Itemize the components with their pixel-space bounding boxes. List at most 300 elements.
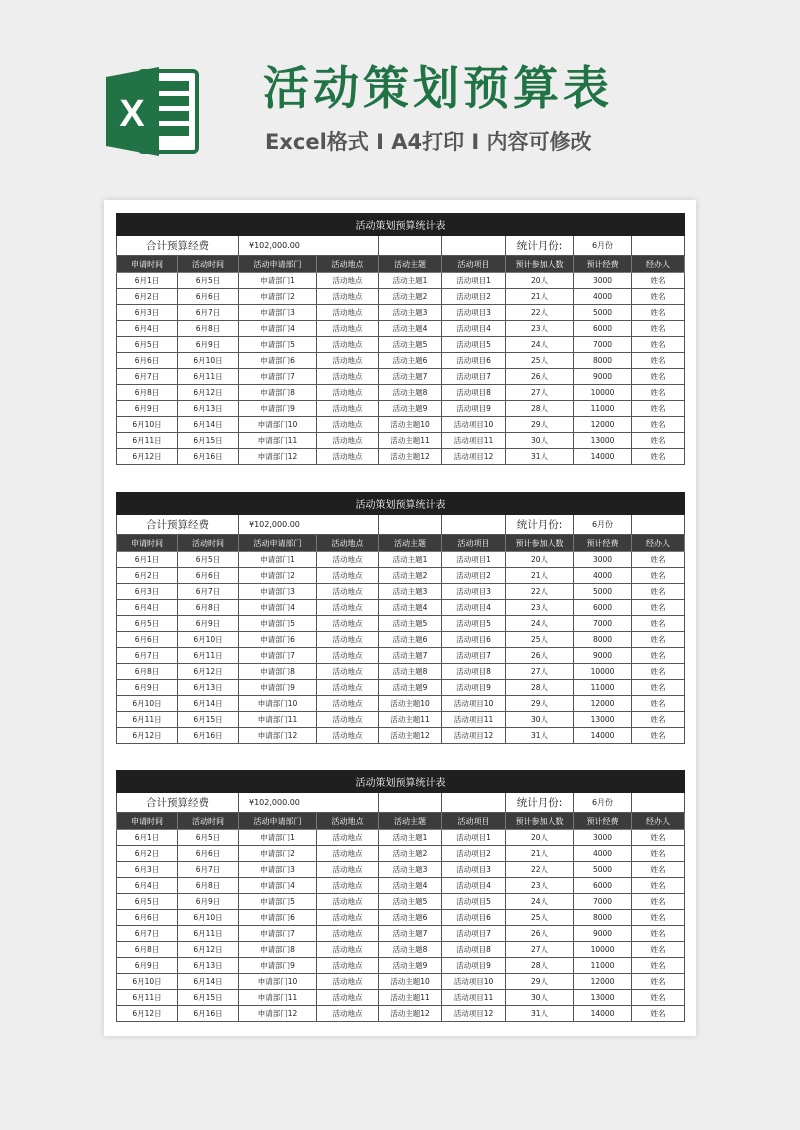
table-cell[interactable]: 11000: [574, 958, 632, 974]
table-cell[interactable]: 6月14日: [178, 696, 239, 712]
table-cell[interactable]: 活动项目10: [442, 417, 506, 433]
table-cell[interactable]: 申请部门12: [239, 728, 317, 744]
table-cell[interactable]: 活动地点: [317, 337, 379, 353]
empty-cell[interactable]: [442, 793, 506, 813]
table-cell[interactable]: 申请部门12: [239, 1006, 317, 1022]
table-cell[interactable]: 6月9日: [178, 337, 239, 353]
table-cell[interactable]: 活动主题3: [379, 584, 442, 600]
table-cell[interactable]: 活动主题1: [379, 552, 442, 568]
table-cell[interactable]: 11000: [574, 680, 632, 696]
table-cell[interactable]: 31人: [506, 728, 574, 744]
table-cell[interactable]: 6月12日: [178, 942, 239, 958]
table-cell[interactable]: 6月10日: [117, 696, 178, 712]
table-cell[interactable]: 6月9日: [117, 958, 178, 974]
table-cell[interactable]: 活动主题4: [379, 321, 442, 337]
table-cell[interactable]: 活动地点: [317, 862, 379, 878]
table-cell[interactable]: 6月7日: [117, 926, 178, 942]
table-cell[interactable]: 6月7日: [178, 305, 239, 321]
table-cell[interactable]: 6月9日: [117, 401, 178, 417]
table-cell[interactable]: 姓名: [632, 305, 685, 321]
table-cell[interactable]: 姓名: [632, 616, 685, 632]
table-cell[interactable]: 6月6日: [117, 910, 178, 926]
table-cell[interactable]: 活动主题4: [379, 600, 442, 616]
table-cell[interactable]: 申请部门3: [239, 862, 317, 878]
empty-cell[interactable]: [442, 236, 506, 256]
table-cell[interactable]: 姓名: [632, 878, 685, 894]
table-cell[interactable]: 6000: [574, 321, 632, 337]
table-cell[interactable]: 申请部门7: [239, 648, 317, 664]
table-cell[interactable]: 8000: [574, 353, 632, 369]
table-cell[interactable]: 活动地点: [317, 632, 379, 648]
table-cell[interactable]: 6月3日: [117, 584, 178, 600]
table-cell[interactable]: 28人: [506, 680, 574, 696]
month-value[interactable]: 6月份: [574, 515, 632, 535]
table-cell[interactable]: 6月8日: [178, 321, 239, 337]
table-cell[interactable]: 6月1日: [117, 273, 178, 289]
table-cell[interactable]: 活动地点: [317, 568, 379, 584]
table-cell[interactable]: 6月15日: [178, 990, 239, 1006]
table-cell[interactable]: 活动项目3: [442, 305, 506, 321]
table-cell[interactable]: 姓名: [632, 958, 685, 974]
table-cell[interactable]: 活动项目1: [442, 830, 506, 846]
table-cell[interactable]: 活动项目9: [442, 958, 506, 974]
table-cell[interactable]: 活动主题4: [379, 878, 442, 894]
table-cell[interactable]: 24人: [506, 894, 574, 910]
table-cell[interactable]: 6月5日: [117, 616, 178, 632]
table-cell[interactable]: 申请部门10: [239, 974, 317, 990]
table-cell[interactable]: 活动项目12: [442, 728, 506, 744]
table-cell[interactable]: 申请部门3: [239, 305, 317, 321]
table-cell[interactable]: 姓名: [632, 353, 685, 369]
table-cell[interactable]: 活动主题5: [379, 337, 442, 353]
table-cell[interactable]: 活动项目3: [442, 862, 506, 878]
table-cell[interactable]: 申请部门3: [239, 584, 317, 600]
table-cell[interactable]: 活动项目2: [442, 568, 506, 584]
table-cell[interactable]: 申请部门7: [239, 926, 317, 942]
table-cell[interactable]: 活动主题5: [379, 616, 442, 632]
table-cell[interactable]: 6月11日: [117, 990, 178, 1006]
table-cell[interactable]: 姓名: [632, 648, 685, 664]
table-cell[interactable]: 6月5日: [178, 830, 239, 846]
empty-cell[interactable]: [632, 793, 685, 813]
table-cell[interactable]: 活动地点: [317, 552, 379, 568]
table-cell[interactable]: 6月16日: [178, 449, 239, 465]
table-cell[interactable]: 28人: [506, 401, 574, 417]
table-cell[interactable]: 活动项目7: [442, 369, 506, 385]
table-cell[interactable]: 5000: [574, 862, 632, 878]
table-cell[interactable]: 活动主题1: [379, 273, 442, 289]
table-cell[interactable]: 活动主题12: [379, 1006, 442, 1022]
table-cell[interactable]: 20人: [506, 830, 574, 846]
table-cell[interactable]: 活动主题9: [379, 958, 442, 974]
table-cell[interactable]: 26人: [506, 926, 574, 942]
table-cell[interactable]: 活动主题12: [379, 449, 442, 465]
table-cell[interactable]: 6月12日: [117, 728, 178, 744]
table-cell[interactable]: 6月11日: [117, 712, 178, 728]
table-cell[interactable]: 姓名: [632, 1006, 685, 1022]
table-cell[interactable]: 24人: [506, 337, 574, 353]
table-cell[interactable]: 6月6日: [117, 632, 178, 648]
table-cell[interactable]: 活动地点: [317, 680, 379, 696]
table-cell[interactable]: 28人: [506, 958, 574, 974]
table-cell[interactable]: 姓名: [632, 910, 685, 926]
table-cell[interactable]: 申请部门11: [239, 712, 317, 728]
month-value[interactable]: 6月份: [574, 236, 632, 256]
table-cell[interactable]: 9000: [574, 648, 632, 664]
table-cell[interactable]: 申请部门5: [239, 894, 317, 910]
table-cell[interactable]: 活动主题11: [379, 712, 442, 728]
table-cell[interactable]: 姓名: [632, 990, 685, 1006]
table-cell[interactable]: 姓名: [632, 974, 685, 990]
table-cell[interactable]: 6月1日: [117, 830, 178, 846]
table-cell[interactable]: 6月5日: [117, 894, 178, 910]
table-cell[interactable]: 活动地点: [317, 648, 379, 664]
table-cell[interactable]: 活动地点: [317, 830, 379, 846]
table-cell[interactable]: 姓名: [632, 712, 685, 728]
table-cell[interactable]: 活动项目7: [442, 648, 506, 664]
table-cell[interactable]: 21人: [506, 568, 574, 584]
table-cell[interactable]: 活动主题7: [379, 648, 442, 664]
table-cell[interactable]: 3000: [574, 830, 632, 846]
table-cell[interactable]: 姓名: [632, 696, 685, 712]
table-cell[interactable]: 活动项目8: [442, 942, 506, 958]
table-cell[interactable]: 6月14日: [178, 417, 239, 433]
table-cell[interactable]: 活动项目11: [442, 990, 506, 1006]
table-cell[interactable]: 6月12日: [178, 385, 239, 401]
table-cell[interactable]: 7000: [574, 894, 632, 910]
table-cell[interactable]: 活动项目2: [442, 846, 506, 862]
table-cell[interactable]: 活动主题10: [379, 974, 442, 990]
table-cell[interactable]: 6月2日: [117, 289, 178, 305]
table-cell[interactable]: 活动地点: [317, 894, 379, 910]
table-cell[interactable]: 申请部门6: [239, 910, 317, 926]
table-cell[interactable]: 20人: [506, 273, 574, 289]
table-cell[interactable]: 活动项目12: [442, 449, 506, 465]
table-cell[interactable]: 6月12日: [117, 1006, 178, 1022]
table-cell[interactable]: 活动主题11: [379, 990, 442, 1006]
table-cell[interactable]: 姓名: [632, 680, 685, 696]
table-cell[interactable]: 姓名: [632, 449, 685, 465]
table-cell[interactable]: 活动地点: [317, 712, 379, 728]
table-cell[interactable]: 活动主题2: [379, 846, 442, 862]
table-cell[interactable]: 活动地点: [317, 664, 379, 680]
table-cell[interactable]: 12000: [574, 417, 632, 433]
table-cell[interactable]: 活动主题6: [379, 910, 442, 926]
table-cell[interactable]: 姓名: [632, 273, 685, 289]
table-cell[interactable]: 10000: [574, 664, 632, 680]
table-cell[interactable]: 30人: [506, 712, 574, 728]
table-cell[interactable]: 6月9日: [117, 680, 178, 696]
table-cell[interactable]: 活动地点: [317, 369, 379, 385]
table-cell[interactable]: 12000: [574, 974, 632, 990]
table-cell[interactable]: 6月6日: [117, 353, 178, 369]
table-cell[interactable]: 3000: [574, 552, 632, 568]
table-cell[interactable]: 活动项目9: [442, 680, 506, 696]
table-cell[interactable]: 6月7日: [178, 584, 239, 600]
table-cell[interactable]: 22人: [506, 584, 574, 600]
table-cell[interactable]: 25人: [506, 353, 574, 369]
table-cell[interactable]: 活动项目5: [442, 337, 506, 353]
table-cell[interactable]: 姓名: [632, 568, 685, 584]
table-cell[interactable]: 7000: [574, 616, 632, 632]
table-cell[interactable]: 活动项目6: [442, 353, 506, 369]
table-cell[interactable]: 姓名: [632, 846, 685, 862]
table-cell[interactable]: 27人: [506, 664, 574, 680]
table-cell[interactable]: 活动项目11: [442, 712, 506, 728]
table-cell[interactable]: 6月10日: [178, 910, 239, 926]
table-cell[interactable]: 13000: [574, 712, 632, 728]
table-cell[interactable]: 6月14日: [178, 974, 239, 990]
table-cell[interactable]: 6000: [574, 878, 632, 894]
table-cell[interactable]: 6月6日: [178, 289, 239, 305]
table-cell[interactable]: 8000: [574, 910, 632, 926]
table-cell[interactable]: 26人: [506, 648, 574, 664]
table-cell[interactable]: 活动项目5: [442, 894, 506, 910]
table-cell[interactable]: 活动项目6: [442, 910, 506, 926]
table-cell[interactable]: 活动项目9: [442, 401, 506, 417]
table-cell[interactable]: 姓名: [632, 632, 685, 648]
table-cell[interactable]: 6月10日: [117, 974, 178, 990]
table-cell[interactable]: 申请部门2: [239, 846, 317, 862]
table-cell[interactable]: 姓名: [632, 894, 685, 910]
empty-cell[interactable]: [379, 515, 442, 535]
table-cell[interactable]: 4000: [574, 568, 632, 584]
table-cell[interactable]: 申请部门4: [239, 878, 317, 894]
table-cell[interactable]: 活动地点: [317, 1006, 379, 1022]
table-cell[interactable]: 活动主题6: [379, 353, 442, 369]
table-cell[interactable]: 申请部门5: [239, 337, 317, 353]
table-cell[interactable]: 22人: [506, 305, 574, 321]
table-cell[interactable]: 姓名: [632, 321, 685, 337]
table-cell[interactable]: 活动主题2: [379, 289, 442, 305]
table-cell[interactable]: 6月5日: [178, 273, 239, 289]
table-cell[interactable]: 姓名: [632, 417, 685, 433]
table-cell[interactable]: 21人: [506, 846, 574, 862]
table-cell[interactable]: 活动地点: [317, 974, 379, 990]
table-cell[interactable]: 申请部门9: [239, 401, 317, 417]
table-cell[interactable]: 6月7日: [117, 648, 178, 664]
table-cell[interactable]: 姓名: [632, 289, 685, 305]
table-cell[interactable]: 6月7日: [117, 369, 178, 385]
table-cell[interactable]: 12000: [574, 696, 632, 712]
table-cell[interactable]: 活动主题10: [379, 417, 442, 433]
table-cell[interactable]: 活动主题3: [379, 305, 442, 321]
table-cell[interactable]: 6月4日: [117, 878, 178, 894]
table-cell[interactable]: 活动主题11: [379, 433, 442, 449]
table-cell[interactable]: 6月16日: [178, 1006, 239, 1022]
table-cell[interactable]: 6月5日: [178, 552, 239, 568]
budget-value[interactable]: ¥102,000.00: [239, 515, 379, 535]
table-cell[interactable]: 姓名: [632, 664, 685, 680]
table-cell[interactable]: 5000: [574, 584, 632, 600]
table-cell[interactable]: 活动主题6: [379, 632, 442, 648]
table-cell[interactable]: 6月13日: [178, 680, 239, 696]
table-cell[interactable]: 6月13日: [178, 958, 239, 974]
table-cell[interactable]: 6月13日: [178, 401, 239, 417]
table-cell[interactable]: 13000: [574, 433, 632, 449]
table-cell[interactable]: 活动项目3: [442, 584, 506, 600]
empty-cell[interactable]: [632, 236, 685, 256]
table-cell[interactable]: 活动主题7: [379, 369, 442, 385]
table-cell[interactable]: 活动地点: [317, 449, 379, 465]
table-cell[interactable]: 21人: [506, 289, 574, 305]
table-cell[interactable]: 29人: [506, 417, 574, 433]
table-cell[interactable]: 23人: [506, 321, 574, 337]
table-cell[interactable]: 申请部门8: [239, 385, 317, 401]
table-cell[interactable]: 9000: [574, 926, 632, 942]
table-cell[interactable]: 活动地点: [317, 728, 379, 744]
table-cell[interactable]: 6月6日: [178, 568, 239, 584]
table-cell[interactable]: 20人: [506, 552, 574, 568]
table-cell[interactable]: 申请部门12: [239, 449, 317, 465]
table-cell[interactable]: 活动地点: [317, 696, 379, 712]
table-cell[interactable]: 活动项目10: [442, 696, 506, 712]
table-cell[interactable]: 姓名: [632, 433, 685, 449]
table-cell[interactable]: 29人: [506, 696, 574, 712]
table-cell[interactable]: 14000: [574, 449, 632, 465]
table-cell[interactable]: 申请部门10: [239, 417, 317, 433]
table-cell[interactable]: 活动项目10: [442, 974, 506, 990]
table-cell[interactable]: 6月10日: [178, 632, 239, 648]
table-cell[interactable]: 申请部门2: [239, 289, 317, 305]
budget-value[interactable]: ¥102,000.00: [239, 793, 379, 813]
table-cell[interactable]: 活动地点: [317, 353, 379, 369]
table-cell[interactable]: 活动项目4: [442, 600, 506, 616]
table-cell[interactable]: 活动项目12: [442, 1006, 506, 1022]
table-cell[interactable]: 6月10日: [117, 417, 178, 433]
table-cell[interactable]: 活动地点: [317, 385, 379, 401]
table-cell[interactable]: 申请部门8: [239, 664, 317, 680]
table-cell[interactable]: 姓名: [632, 728, 685, 744]
table-cell[interactable]: 23人: [506, 600, 574, 616]
table-cell[interactable]: 22人: [506, 862, 574, 878]
table-cell[interactable]: 6月3日: [117, 862, 178, 878]
table-cell[interactable]: 姓名: [632, 552, 685, 568]
table-cell[interactable]: 24人: [506, 616, 574, 632]
table-cell[interactable]: 活动项目8: [442, 385, 506, 401]
table-cell[interactable]: 6月15日: [178, 433, 239, 449]
table-cell[interactable]: 14000: [574, 728, 632, 744]
table-cell[interactable]: 30人: [506, 990, 574, 1006]
table-cell[interactable]: 25人: [506, 910, 574, 926]
table-cell[interactable]: 活动地点: [317, 433, 379, 449]
table-cell[interactable]: 申请部门1: [239, 830, 317, 846]
table-cell[interactable]: 9000: [574, 369, 632, 385]
budget-value[interactable]: ¥102,000.00: [239, 236, 379, 256]
table-cell[interactable]: 6月4日: [117, 600, 178, 616]
table-cell[interactable]: 申请部门11: [239, 990, 317, 1006]
table-cell[interactable]: 活动地点: [317, 942, 379, 958]
table-cell[interactable]: 活动主题9: [379, 680, 442, 696]
table-cell[interactable]: 申请部门5: [239, 616, 317, 632]
table-cell[interactable]: 31人: [506, 449, 574, 465]
table-cell[interactable]: 活动主题8: [379, 385, 442, 401]
empty-cell[interactable]: [632, 515, 685, 535]
table-cell[interactable]: 姓名: [632, 830, 685, 846]
table-cell[interactable]: 31人: [506, 1006, 574, 1022]
table-cell[interactable]: 申请部门10: [239, 696, 317, 712]
table-cell[interactable]: 活动主题7: [379, 926, 442, 942]
table-cell[interactable]: 13000: [574, 990, 632, 1006]
table-cell[interactable]: 活动项目1: [442, 273, 506, 289]
table-cell[interactable]: 23人: [506, 878, 574, 894]
table-cell[interactable]: 7000: [574, 337, 632, 353]
table-cell[interactable]: 活动地点: [317, 926, 379, 942]
table-cell[interactable]: 活动地点: [317, 990, 379, 1006]
table-cell[interactable]: 5000: [574, 305, 632, 321]
table-cell[interactable]: 活动项目6: [442, 632, 506, 648]
table-cell[interactable]: 姓名: [632, 385, 685, 401]
table-cell[interactable]: 活动项目7: [442, 926, 506, 942]
table-cell[interactable]: 活动地点: [317, 321, 379, 337]
table-cell[interactable]: 6月1日: [117, 552, 178, 568]
table-cell[interactable]: 申请部门8: [239, 942, 317, 958]
table-cell[interactable]: 10000: [574, 942, 632, 958]
table-cell[interactable]: 申请部门7: [239, 369, 317, 385]
table-cell[interactable]: 活动项目4: [442, 321, 506, 337]
table-cell[interactable]: 6月11日: [178, 369, 239, 385]
table-cell[interactable]: 6月11日: [178, 926, 239, 942]
table-cell[interactable]: 活动项目5: [442, 616, 506, 632]
table-cell[interactable]: 活动主题9: [379, 401, 442, 417]
table-cell[interactable]: 活动地点: [317, 910, 379, 926]
table-cell[interactable]: 姓名: [632, 862, 685, 878]
table-cell[interactable]: 6月8日: [178, 600, 239, 616]
table-cell[interactable]: 申请部门4: [239, 600, 317, 616]
table-cell[interactable]: 申请部门2: [239, 568, 317, 584]
table-cell[interactable]: 6月12日: [117, 449, 178, 465]
table-cell[interactable]: 姓名: [632, 600, 685, 616]
table-cell[interactable]: 活动主题5: [379, 894, 442, 910]
month-value[interactable]: 6月份: [574, 793, 632, 813]
table-cell[interactable]: 姓名: [632, 369, 685, 385]
table-cell[interactable]: 27人: [506, 942, 574, 958]
table-cell[interactable]: 姓名: [632, 942, 685, 958]
table-cell[interactable]: 4000: [574, 846, 632, 862]
table-cell[interactable]: 活动地点: [317, 584, 379, 600]
table-cell[interactable]: 活动地点: [317, 958, 379, 974]
empty-cell[interactable]: [379, 793, 442, 813]
table-cell[interactable]: 姓名: [632, 584, 685, 600]
table-cell[interactable]: 6月2日: [117, 568, 178, 584]
empty-cell[interactable]: [442, 515, 506, 535]
table-cell[interactable]: 6月2日: [117, 846, 178, 862]
table-cell[interactable]: 6月8日: [117, 942, 178, 958]
table-cell[interactable]: 27人: [506, 385, 574, 401]
table-cell[interactable]: 活动项目4: [442, 878, 506, 894]
table-cell[interactable]: 6月11日: [117, 433, 178, 449]
table-cell[interactable]: 活动主题10: [379, 696, 442, 712]
table-cell[interactable]: 11000: [574, 401, 632, 417]
empty-cell[interactable]: [379, 236, 442, 256]
table-cell[interactable]: 活动主题2: [379, 568, 442, 584]
table-cell[interactable]: 活动主题3: [379, 862, 442, 878]
table-cell[interactable]: 6月7日: [178, 862, 239, 878]
table-cell[interactable]: 6月8日: [117, 664, 178, 680]
table-cell[interactable]: 申请部门9: [239, 680, 317, 696]
table-cell[interactable]: 6月12日: [178, 664, 239, 680]
table-cell[interactable]: 姓名: [632, 337, 685, 353]
table-cell[interactable]: 25人: [506, 632, 574, 648]
table-cell[interactable]: 6月8日: [178, 878, 239, 894]
table-cell[interactable]: 活动地点: [317, 273, 379, 289]
table-cell[interactable]: 6000: [574, 600, 632, 616]
table-cell[interactable]: 活动地点: [317, 289, 379, 305]
table-cell[interactable]: 活动项目1: [442, 552, 506, 568]
table-cell[interactable]: 活动项目11: [442, 433, 506, 449]
table-cell[interactable]: 申请部门1: [239, 552, 317, 568]
table-cell[interactable]: 10000: [574, 385, 632, 401]
